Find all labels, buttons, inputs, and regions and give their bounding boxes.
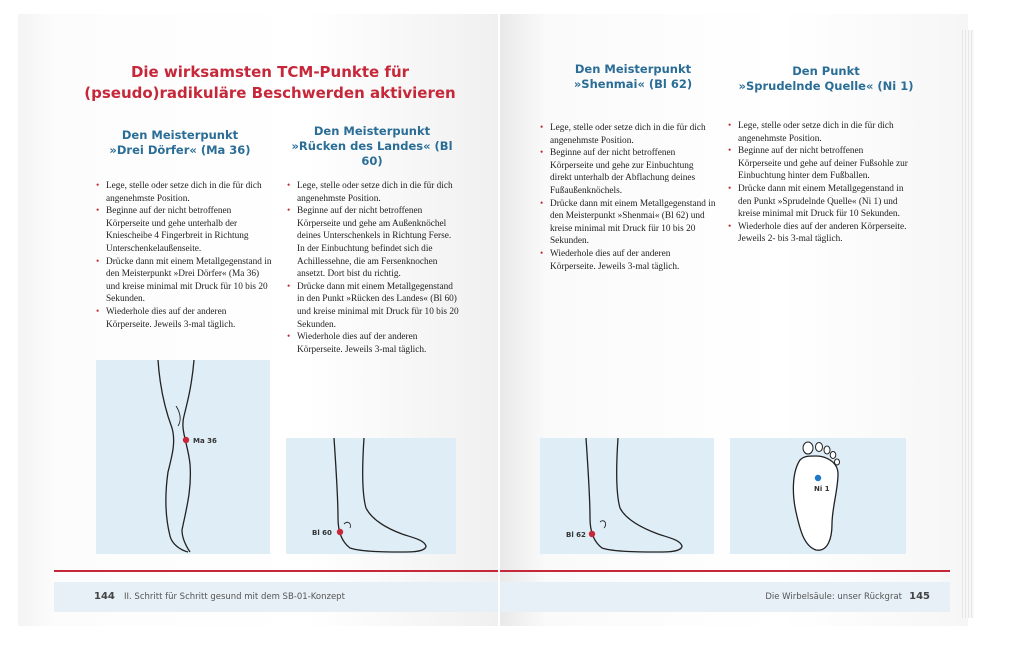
list-item: • Lege, stelle oder setze dich in die für dich angenehmste Position. bbox=[728, 120, 908, 145]
point-label-bl60: Bl 60 bbox=[312, 529, 332, 537]
list-item: • Drücke dann mit einem Metallgegenstand in den Punkt »Sprudelnde Quelle« (Ni 1) und kreise minimal mit Druck für 10 Sekunden. bbox=[728, 183, 908, 221]
point-label-ni1: Ni 1 bbox=[814, 485, 830, 493]
heading-bl60 bbox=[282, 124, 462, 169]
list-item: • Drücke dann mit einem Metallgegenstand in den Meisterpunkt »Drei Dörfer« (Ma 36) und kreise minimal mit Druck für 10 bis 20 Sekunden. bbox=[96, 256, 272, 306]
list-item: • Drücke dann mit einem Metallgegenstand in den Meisterpunkt »Shenmai« (Bl 62) und kreise minimal mit Druck für 10 bis 20 Sekunden. bbox=[540, 198, 716, 248]
list-item: • Wiederhole dies auf der anderen Körperseite. Jeweils 3-mal täglich. bbox=[287, 331, 461, 356]
foot-sole-illustration bbox=[730, 438, 906, 554]
page-title-line1: Die wirksamsten TCM-Punkte für bbox=[130, 63, 410, 81]
page-edges bbox=[962, 30, 974, 618]
footer-left bbox=[54, 582, 498, 612]
list-item: • Lege, stelle oder setze dich in die für dich angenehmste Position. bbox=[540, 122, 716, 147]
bullets-ma36 bbox=[96, 180, 272, 331]
list-item: • Beginne auf der nicht betroffenen Körperseite und gehe auf deiner Fußsohle zur Einbuchtung hinter dem Fußballen. bbox=[728, 145, 908, 183]
footer-rule-right bbox=[500, 570, 950, 572]
heading-ni1 bbox=[736, 64, 916, 94]
heading-bl60-line1: Den Meisterpunkt bbox=[313, 124, 431, 138]
point-bl62 bbox=[589, 531, 595, 537]
list-item: • Wiederhole dies auf der anderen Körperseite. Jeweils 3-mal täglich. bbox=[540, 248, 716, 273]
page-number-right: 145 bbox=[909, 591, 930, 602]
point-bl60 bbox=[337, 529, 343, 535]
list-item: • Lege, stelle oder setze dich in die für dich angenehmste Position. bbox=[96, 180, 272, 205]
footer-right bbox=[500, 582, 950, 612]
point-ma36 bbox=[183, 437, 189, 443]
list-item: • Wiederhole dies auf der anderen Körperseite. Jeweils 3-mal täglich. bbox=[96, 306, 272, 331]
page-title-line2: (pseudo)radikuläre Beschwerden aktivieren bbox=[84, 84, 456, 102]
heading-ma36-line1: Den Meisterpunkt bbox=[121, 128, 239, 142]
heading-ni1-line2: »Sprudelnde Quelle« (Ni 1) bbox=[738, 79, 914, 93]
heading-ma36-line2: »Drei Dörfer« (Ma 36) bbox=[109, 143, 251, 157]
page-number-left: 144 bbox=[94, 591, 115, 602]
point-label-bl62: Bl 62 bbox=[566, 531, 586, 539]
illustration-sole-ni1 bbox=[730, 438, 906, 554]
list-item: • Wiederhole dies auf der anderen Körperseite. Jeweils 2- bis 3-mal täglich. bbox=[728, 221, 908, 246]
foot-side-illustration bbox=[286, 438, 456, 554]
heading-bl62-line1: Den Meisterpunkt bbox=[574, 62, 692, 76]
footer-rule-left bbox=[54, 570, 498, 572]
point-label-ma36: Ma 36 bbox=[193, 437, 217, 445]
running-head-left: II. Schritt für Schritt gesund mit dem SB-01-Konzept bbox=[124, 592, 345, 602]
running-head-right: Die Wirbelsäule: unser Rückgrat bbox=[765, 592, 902, 602]
bullets-bl62 bbox=[540, 122, 716, 273]
list-item: • Lege, stelle oder setze dich in die für dich angenehmste Position. bbox=[287, 180, 461, 205]
list-item: • Drücke dann mit einem Metallgegenstand in den Punkt »Rücken des Landes« (Bl 60) und kreise minimal mit Druck für 10 bis 20 Sekunden. bbox=[287, 281, 461, 331]
list-item: • Beginne auf der nicht betroffenen Körperseite und gehe unterhalb der Kniescheibe 4 Fingerbreit in Richtung Unterschenkelaußenseite. bbox=[96, 205, 272, 255]
illustration-foot-bl62 bbox=[540, 438, 714, 554]
leg-front-illustration bbox=[96, 360, 270, 554]
heading-bl62-line2: »Shenmai« (Bl 62) bbox=[573, 77, 693, 91]
page-title bbox=[60, 62, 480, 104]
heading-bl60-line2: »Rücken des Landes« (Bl 60) bbox=[291, 139, 453, 168]
point-ni1 bbox=[815, 475, 821, 481]
list-item: • Beginne auf der nicht betroffenen Körperseite und gehe am Außenknöchel deines Unterschenkels in Richtung Ferse. In der Einbuchtung befindet sich die Achillessehne, die am Fersenknochen ansetzt. Dort bist du richtig. bbox=[287, 205, 461, 281]
heading-ni1-line1: Den Punkt bbox=[792, 64, 860, 78]
heading-ma36 bbox=[90, 128, 270, 158]
foot-side-illustration-bl62 bbox=[540, 438, 714, 554]
heading-bl62 bbox=[548, 62, 718, 92]
bullets-ni1 bbox=[728, 120, 908, 246]
illustration-leg-ma36 bbox=[96, 360, 270, 554]
bullets-bl60 bbox=[287, 180, 461, 356]
list-item: • Beginne auf der nicht betroffenen Körperseite und gehe zur Einbuchtung direkt unterhalb der Abflachung deines Fußaußenknöchels. bbox=[540, 147, 716, 197]
illustration-foot-bl60 bbox=[286, 438, 456, 554]
